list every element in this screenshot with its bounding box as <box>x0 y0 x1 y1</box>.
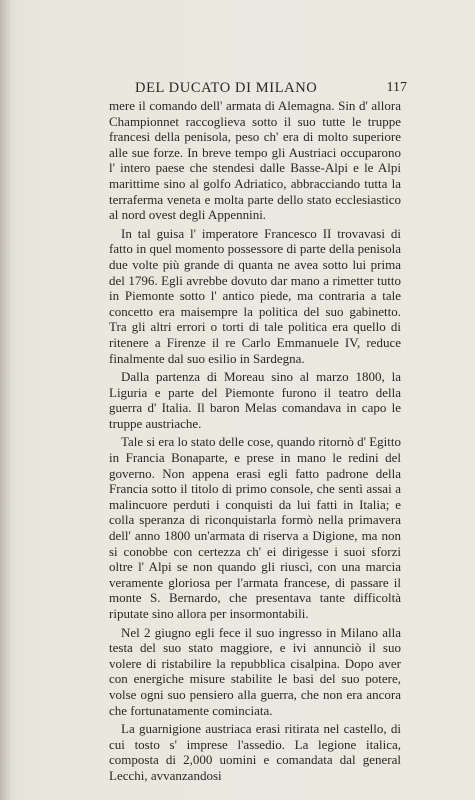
paragraph-1: mere il comando dell' armata di Alemagna. Sin d' allora Championnet raccoglieva sotto il suo tutte le truppe francesi della penisola, peso ch' era di molto superiore alle sue forze. In breve tempo gli Austriaci occuparono l' intero paese che stendesi dalle Basse-Alpi e le Alpi marittime sino al golfo Adriatico, abbracciando tutta la terraferma veneta e molta parte dello stato ecclesiastico al nord ovest degli Appennini. <box>109 98 401 223</box>
body-text <box>109 98 401 784</box>
paragraph-6: La guarnigione austriaca erasi ritirata nel castello, di cui tosto s' imprese l'assedio. La legione italica, composta di 2,000 uomini e comandata dal general Lecchi, avvanzandosi <box>109 721 401 783</box>
paragraph-2: In tal guisa l' imperatore Francesco II trovavasi di fatto in quel momento possessore di parte della penisola due volte più grande di quanta ne avea sotto lui prima del 1796. Egli avrebbe dovuto dar mano a rimetter tutto in Piemonte sotto l' antico piede, ma contraria a tale concetto era maisempre la politica del suo gabinetto. Tra gli altri errori o torti di tale politica era quello di ritenere a Firenze il re Carlo Emmanuele IV, reduce finalmente dal suo esilio in Sardegna. <box>109 225 401 366</box>
page-number: 117 <box>386 80 407 95</box>
page-gutter-shadow <box>0 0 10 800</box>
paragraph-4: Tale si era lo stato delle cose, quando ritornò d' Egitto in Francia Bonaparte, e prese in mano le redini del governo. Non appena erasi egli fatto padrone della Francia sotto il titolo di primo console, che sentì assai a malincuore perduti i conquisti da lui fatti in Italia; e colla speranza di riconquistarla formò nella primavera dell' anno 1800 un'armata di riserva a Digione, ma non si conobbe con certezza ch' ei dirigesse i suoi sforzi oltre l' Alpi se non quando gli riuscì, con una marcia veramente gloriosa per l'armata francese, di passare il monte S. Bernardo, che presentava tante difficoltà riputate sino allora per insormontabili. <box>109 434 401 621</box>
page-header <box>115 80 405 98</box>
paragraph-3: Dalla partenza di Moreau sino al marzo 1800, la Liguria e parte del Piemonte furono il teatro della guerra d' Italia. Il baron Melas comandava in capo le truppe austriache. <box>109 369 401 431</box>
paragraph-5: Nel 2 giugno egli fece il suo ingresso in Milano alla testa del suo stato maggiore, e ivi annunciò il suo volere di ristabilire la repubblica cisalpina. Dopo aver con energiche misure stabilite le basi del suo potere, volse ogni suo pensiero alla guerra, che non era ancora che fortunatamente cominciata. <box>109 624 401 718</box>
running-title: DEL DUCATO DI MILANO <box>135 80 318 96</box>
